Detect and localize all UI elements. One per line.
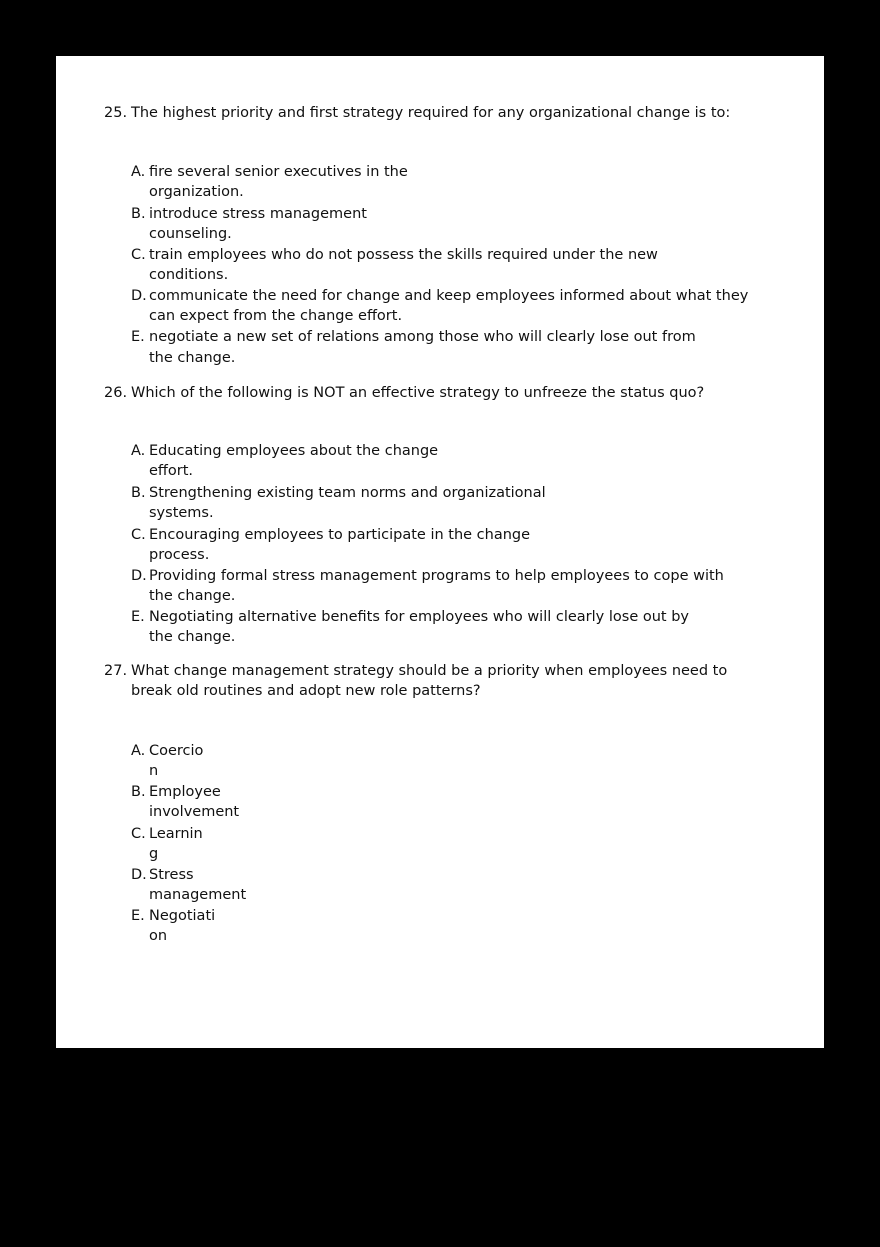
option-letter: E. (131, 908, 145, 924)
option-text: Educating employees about the change (149, 443, 439, 459)
question-stem: Which of the following is NOT an effective strategy to unfreeze the status quo? (131, 385, 705, 401)
option-text: organization. (149, 184, 244, 200)
option-text: involvement (149, 804, 240, 820)
option-text: the change. (149, 588, 236, 604)
option-letter: B. (131, 784, 146, 800)
option-text: communicate the need for change and keep employees informed about what they (149, 288, 749, 304)
option-text: systems. (149, 505, 214, 521)
option-text: Coercio (149, 743, 204, 759)
option-text: Providing formal stress management programs to help employees to cope with (149, 568, 724, 584)
option-text: conditions. (149, 267, 229, 283)
option-text: g (149, 846, 159, 862)
option-letter: A. (131, 443, 146, 459)
option-text: effort. (149, 463, 194, 479)
option-letter: C. (131, 826, 146, 842)
option-letter: A. (131, 743, 146, 759)
option-text: Employee (149, 784, 221, 800)
option-letter: B. (131, 206, 146, 222)
question-stem: break old routines and adopt new role patterns? (131, 683, 481, 699)
option-text: train employees who do not possess the skills required under the new (149, 247, 658, 263)
option-letter: C. (131, 527, 146, 543)
option-text: counseling. (149, 226, 232, 242)
question-stem: The highest priority and first strategy required for any organizational change is to: (131, 105, 731, 121)
option-letter: B. (131, 485, 146, 501)
option-letter: A. (131, 164, 146, 180)
option-text: the change. (149, 629, 236, 645)
question-number: 25. (104, 105, 128, 121)
option-text: management (149, 887, 247, 903)
option-text: the change. (149, 350, 236, 366)
option-text: fire several senior executives in the (149, 164, 408, 180)
option-text: on (149, 928, 168, 944)
option-letter: D. (131, 288, 147, 304)
option-text: negotiate a new set of relations among those who will clearly lose out from (149, 329, 696, 345)
option-text: n (149, 763, 159, 779)
option-text: Negotiati (149, 908, 216, 924)
option-text: Stress (149, 867, 194, 883)
question-number: 26. (104, 385, 128, 401)
option-letter: C. (131, 247, 146, 263)
option-letter: E. (131, 329, 145, 345)
option-text: Negotiating alternative benefits for employees who will clearly lose out by (149, 609, 689, 625)
option-text: can expect from the change effort. (149, 308, 403, 324)
option-text: Encouraging employees to participate in the change (149, 527, 531, 543)
option-letter: D. (131, 867, 147, 883)
option-text: Strengthening existing team norms and organizational (149, 485, 546, 501)
question-number: 27. (104, 663, 128, 679)
option-letter: E. (131, 609, 145, 625)
document-page (56, 56, 824, 1048)
option-text: process. (149, 547, 210, 563)
option-text: introduce stress management (149, 206, 367, 222)
option-text: Learnin (149, 826, 203, 842)
question-stem: What change management strategy should be a priority when employees need to (131, 663, 728, 679)
option-letter: D. (131, 568, 147, 584)
